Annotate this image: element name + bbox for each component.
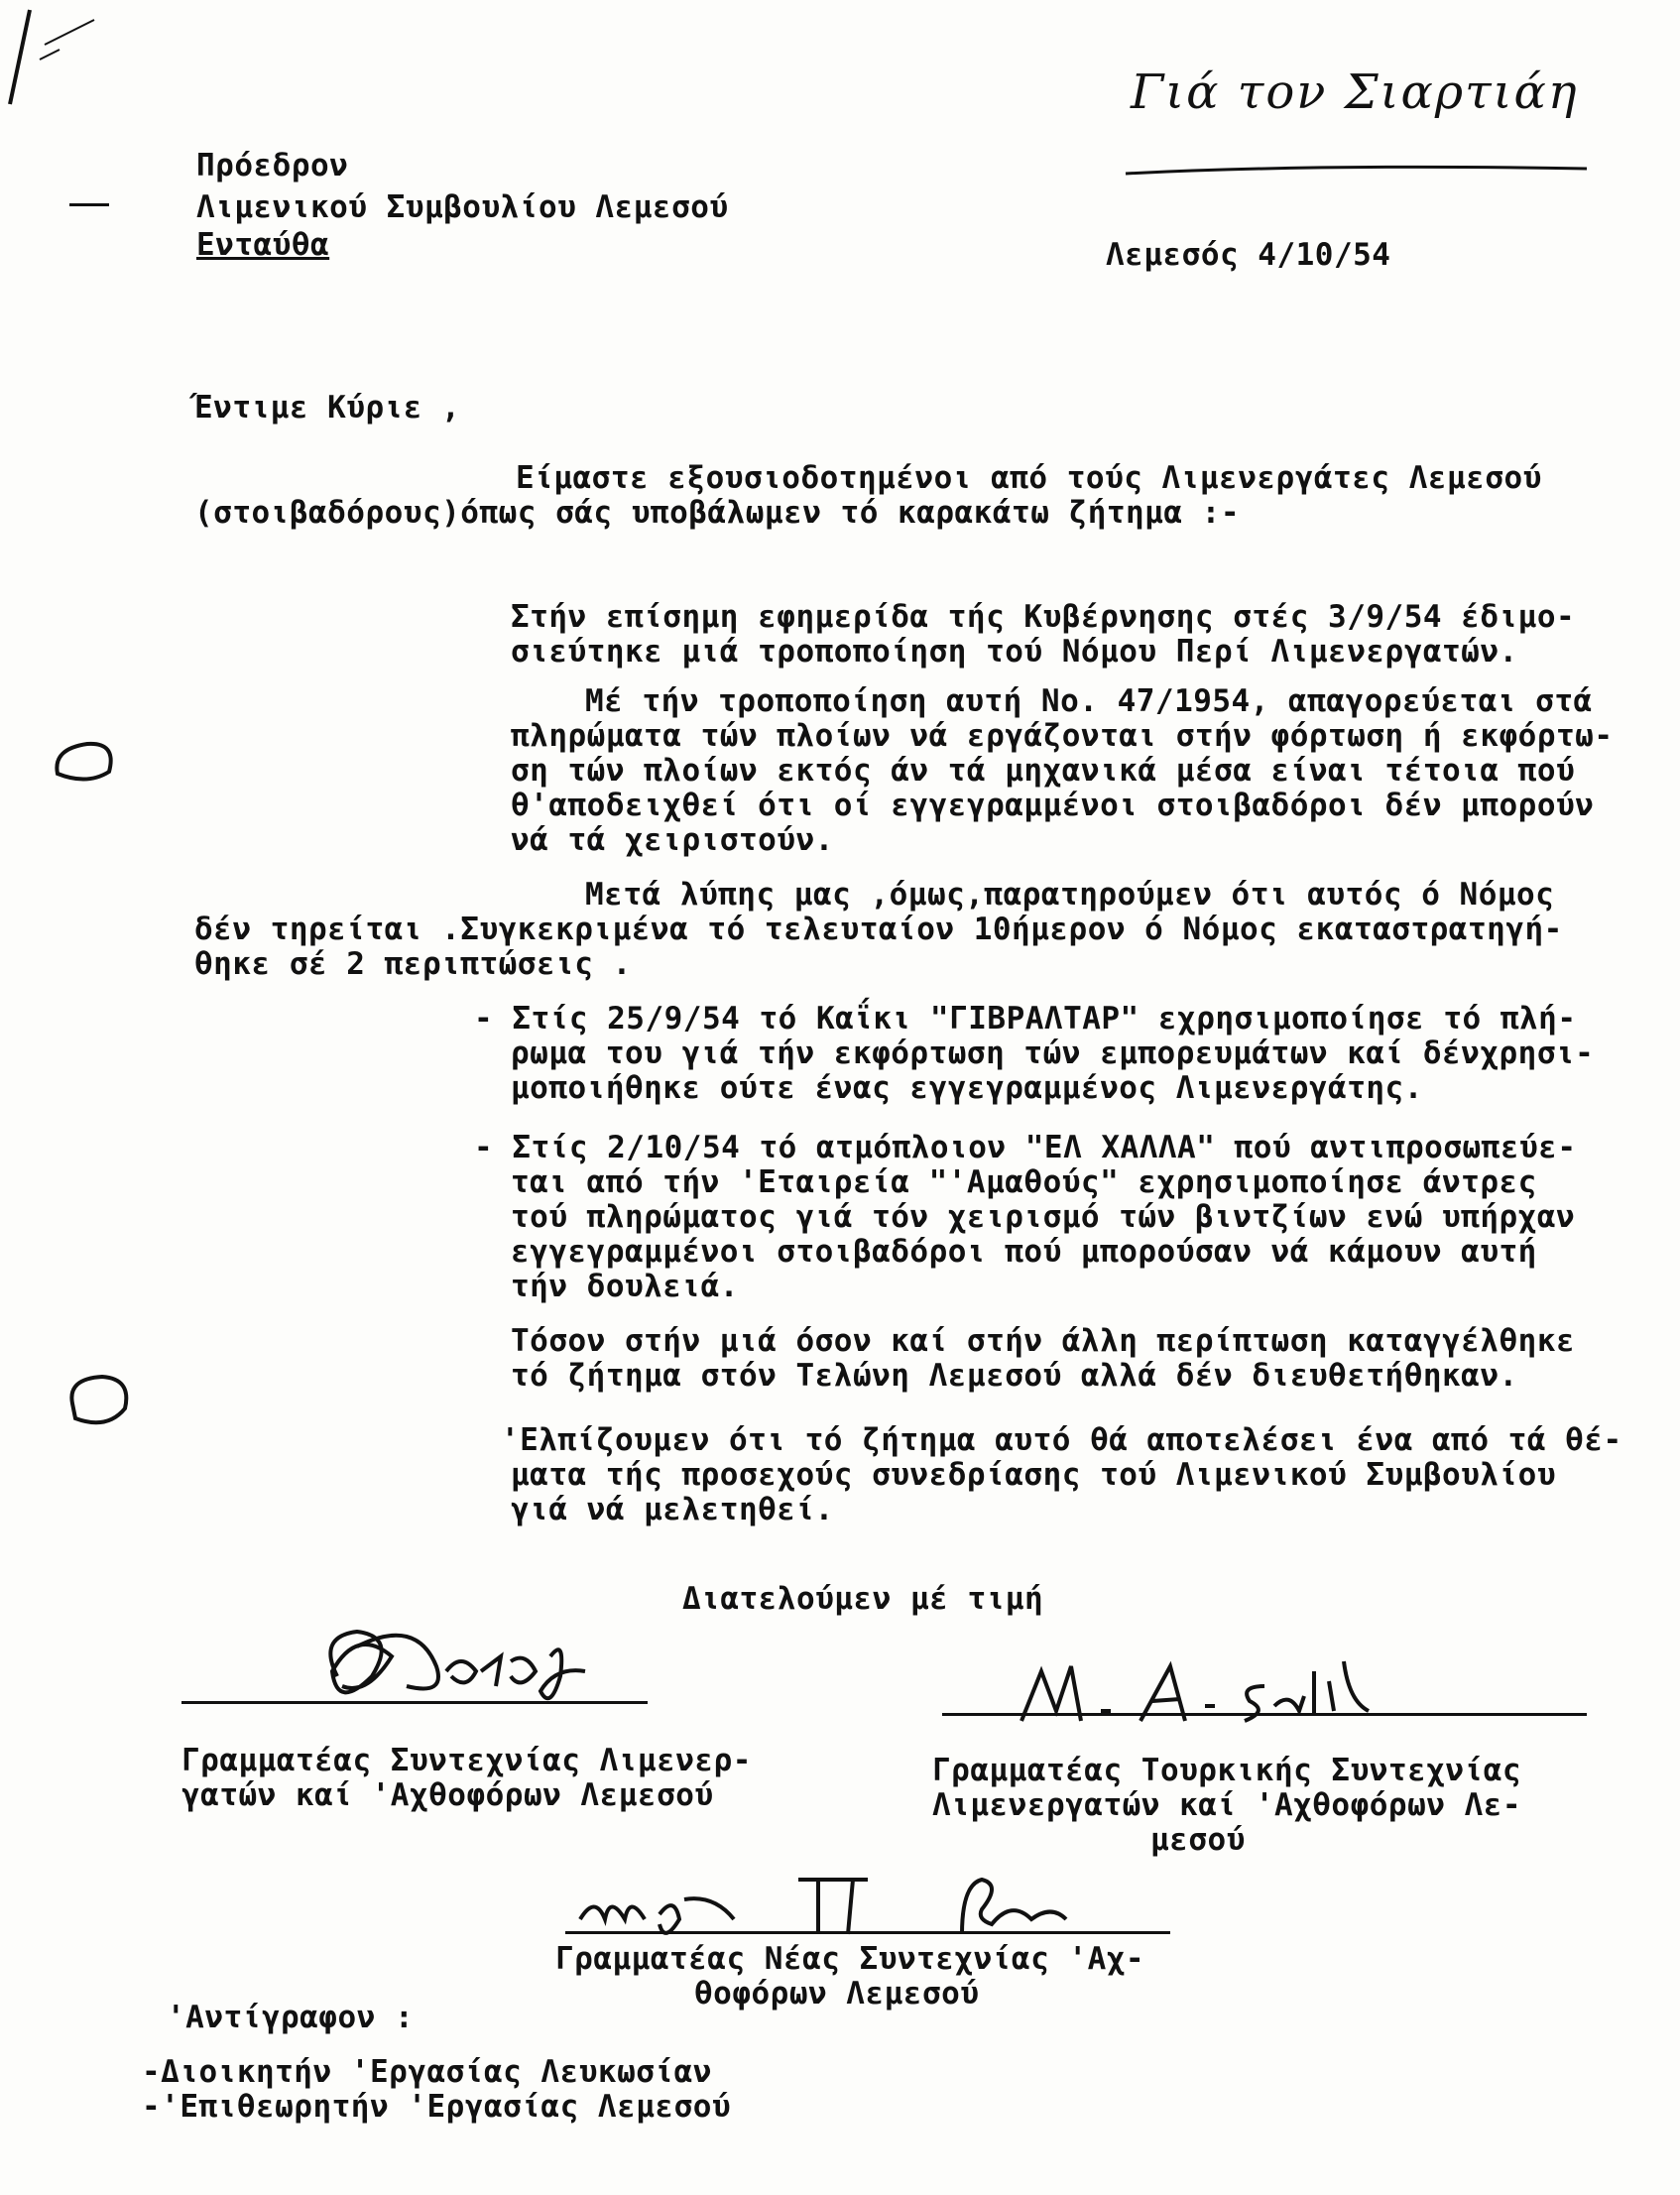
- para1-line2: σιεύτηκε μιά τροποποίηση τού Νόμου Περί Λιμενεργατών.: [511, 634, 1518, 670]
- copies-item-2: -'Επιθεωρητήν 'Εργασίας Λεμεσού: [142, 2089, 732, 2125]
- para2-line4: θ'αποδειχθεί ότι οί εγγεγραμμένοι στοιβαδόροι δέν μπορούν: [511, 788, 1595, 823]
- para5-line2: ματα τής προσεχούς συνεδρίασης τού Λιμενικού Συμβουλίου: [511, 1457, 1556, 1493]
- case2-line2: ται από τήν 'Εταιρεία "'Αμαθούς" εχρησιμοποίησε άντρες: [511, 1164, 1537, 1200]
- para2-line5: νά τά χειριστούν.: [511, 822, 834, 858]
- intro-line2: (στοιβαδόρους)όπως σάς υποβάλωμεν τό καρακάτω ζήτημα :-: [194, 495, 1240, 531]
- dash-mark: [69, 203, 109, 206]
- pen-mark-top-left: [0, 0, 109, 119]
- case2-line1: - Στίς 2/10/54 τό ατμόπλοιον "ΕΛ ΧΑΛΛΑ" πού αντιπροσωπεύε-: [474, 1130, 1577, 1165]
- note-underline: [1121, 154, 1597, 183]
- copies-item-1: -Διοικητήν 'Εργασίας Λευκωσίαν: [142, 2054, 712, 2090]
- signatory-2-title-line3: μεσού: [1150, 1822, 1246, 1858]
- para2-line2: πληρώματα τών πλοίων νά εργάζονται στήν φόρτωση ή εκφόρτω-: [511, 718, 1614, 754]
- para5-line3: γιά νά μελετηθεί.: [511, 1492, 834, 1527]
- case1-line3: μοποιήθηκε ούτε ένας εγγεγραμμένος Λιμενεργάτης.: [511, 1070, 1423, 1106]
- para3-line2: δέν τηρείται .Συγκεκριμένα τό τελευταίον 10ήμερον ό Νόμος εκαταστρατηγή-: [194, 912, 1563, 947]
- case2-line3: τού πληρώματος γιά τόν χειρισμό τών βιντζίων ενώ υπήρχαν: [511, 1199, 1576, 1235]
- para1-line1: Στήν επίσημη εφημερίδα τής Κυβέρνησης στές 3/9/54 έδιμο-: [511, 599, 1576, 635]
- para4-line1: Τόσον στήν μιά όσον καί στήν άλλη περίπτωση καταγγέλθηκε: [511, 1323, 1576, 1359]
- copies-label: 'Αντίγραφον :: [167, 2000, 415, 2035]
- para2-line1: Μέ τήν τροποποίηση αυτή Νο. 47/1954, απαγορεύεται στά: [585, 683, 1593, 719]
- signature-line-1: [181, 1701, 648, 1704]
- place-date: Λεμεσός 4/10/54: [1106, 237, 1391, 273]
- signatory-3-title-line2: θοφόρων Λεμεσού: [694, 1976, 980, 2012]
- para4-line2: τό ζήτημα στόν Τελώνη Λεμεσού αλλά δέν διευθετήθηκαν.: [511, 1358, 1518, 1394]
- para5-line1: 'Ελπίζουμεν ότι τό ζήτημα αυτό θά αποτελέσει ένα από τά θέ-: [501, 1422, 1622, 1458]
- salutation: Έντιμε Κύριε ,: [194, 390, 461, 426]
- signatory-2-title-line1: Γραμματέας Τουρκικής Συντεχνίας: [932, 1753, 1522, 1788]
- signatory-1-title-line1: Γραμματέας Συντεχνίας Λιμενερ-: [181, 1743, 752, 1778]
- margin-loop-mark-1: [48, 734, 127, 793]
- case1-line1: - Στίς 25/9/54 τό Καΐκι "ΓΙΒΡΑΛΤΑΡ" εχρησιμοποίησε τό πλή-: [474, 1001, 1577, 1037]
- closing: Διατελούμεν μέ τιμή: [682, 1581, 1044, 1617]
- signature-2: [932, 1651, 1587, 1741]
- intro-line1: Είμαστε εξουσιοδοτημένοι από τούς Λιμενεργάτες Λεμεσού: [516, 460, 1542, 496]
- signatory-2-title-line2: Λιμενεργατών καί 'Αχθοφόρων Λε-: [932, 1787, 1522, 1823]
- case1-line2: ρωμα του γιά τήν εκφόρτωση τών εμπορευμάτων καί δένχρησι-: [511, 1036, 1595, 1071]
- case2-line4: εγγεγραμμένοι στοιβαδόροι πού μπορούσαν νά κάμουν αυτή: [511, 1234, 1537, 1270]
- addressee-line1: Πρόεδρον: [196, 148, 349, 183]
- para3-line3: θηκε σέ 2 περιπτώσεις .: [194, 946, 632, 982]
- signature-line-3: [565, 1931, 1170, 1934]
- case2-line5: τήν δουλειά.: [511, 1269, 739, 1304]
- para2-line3: ση τών πλοίων εκτός άν τά μηχανικά μέσα είναι τέτοια πού: [511, 753, 1576, 789]
- signatory-3-title-line1: Γραμματέας Νέας Συντεχνίας 'Αχ-: [555, 1941, 1145, 1977]
- addressee-line3: Ενταύθα: [196, 227, 330, 263]
- para3-line1: Μετά λύπης μας ,όμως,παρατηρούμεν ότι αυτός ό Νόμος: [585, 877, 1555, 913]
- signature-line-2: [942, 1713, 1587, 1716]
- addressee-line2: Λιμενικού Συμβουλίου Λεμεσού: [196, 189, 729, 225]
- signature-1: [298, 1617, 674, 1726]
- signatory-1-title-line2: γατών καί 'Αχθοφόρων Λεμεσού: [181, 1777, 714, 1813]
- margin-loop-mark-2: [58, 1369, 137, 1438]
- handwritten-note: Γιά τον Σιαρτιάη: [1131, 64, 1579, 120]
